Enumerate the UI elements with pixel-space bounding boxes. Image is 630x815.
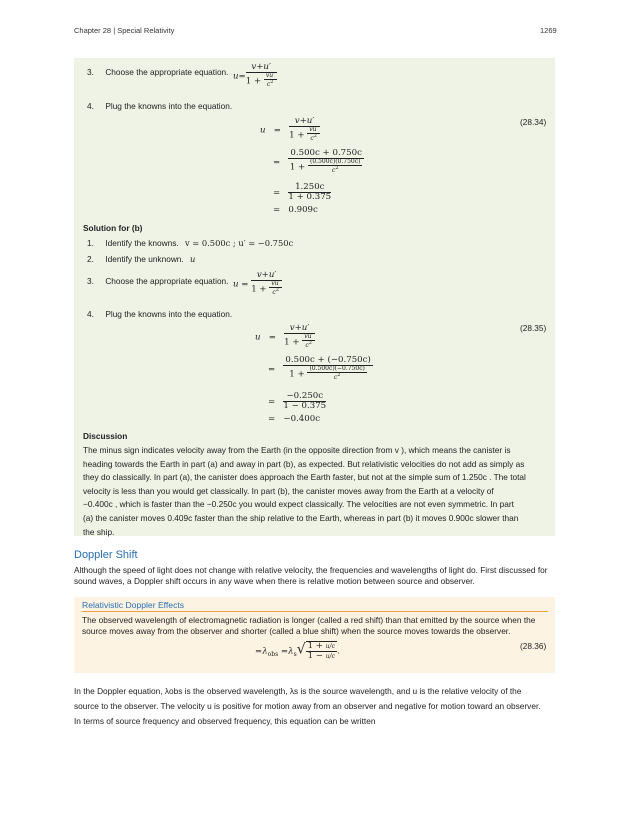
knowns-value: v = 0.500c ; u′ = −0.750c: [184, 238, 294, 248]
discussion-line: (a) the canister moves 0.409c faster than the ship relative to the Earth, whereas in part (b) it moves 0.900c slower than: [83, 512, 519, 523]
unknown-value: u: [190, 254, 196, 264]
equation-number: (28.36): [520, 641, 547, 651]
step-label: Identify the unknown.: [105, 254, 184, 264]
step-number: 3.: [87, 276, 94, 286]
velocity-addition-formula-a: u= v+u′ 1 + $\frac{vu'}{c^2}$: [233, 62, 275, 89]
step-number: 3.: [87, 67, 94, 77]
step-label: Choose the appropriate equation.: [105, 276, 229, 286]
equation-number: (28.35): [520, 323, 547, 333]
equation-a-line2: = 0.500c + 0.750c 1 + $\frac{(0.500c)(0.750c)}{c^2}$: [273, 148, 362, 175]
equation-a-line3: = $\frac{1.250c}{1 + 0.375}$: [273, 182, 332, 203]
equation-number: (28.34): [520, 117, 547, 127]
doppler-intro: [74, 565, 559, 587]
result-value: −0.400c: [283, 414, 321, 424]
step-b4: [87, 309, 232, 319]
denominator: 1 − 0.375: [283, 401, 327, 412]
page-number: 1269: [540, 26, 557, 35]
box-text-line: The observed wavelength of electromagnetic radiation is longer (called a red shift) than that emitted by the source when the: [82, 615, 536, 625]
equation-b-line1: u = v+u′ 1 + $\frac{vu'}{c^2}$: [255, 323, 313, 350]
step-b3: [87, 276, 228, 286]
equation-b-line2: = 0.500c + (−0.750c) 1 + $\frac{(0.500c)(-0.750c)}{c^2}$: [268, 355, 371, 382]
step-number: 2.: [87, 254, 94, 264]
inner-numerator: (0.500c)(0.750c): [310, 158, 361, 166]
discussion-line: they do classically. In part (a), the canister does approach the Earth faster, but not at the simple sum of 1.250c . The total: [83, 472, 526, 483]
explanation-line: source to the observer. The velocity u is positive for motion away from an observer and negative for motion toward an observer.: [74, 701, 541, 711]
step-b1: [87, 238, 293, 248]
intro-line: Although the speed of light does not change with relative velocity, the frequencies and wavelengths of light do. First discussed for: [74, 565, 548, 575]
solution-b-title: Solution for (b): [83, 223, 143, 233]
step-label: Plug the knowns into the equation.: [105, 101, 233, 111]
equation-b-line3: = $\frac{-0.250c}{1 - 0.375}$: [268, 391, 327, 412]
discussion-line: velocity is less than you would get classically. In part (b), the canister moves away from the Earth at a velocity of: [83, 485, 494, 496]
doppler-equation: $=\lambda_{obs} =\lambda_s√$ $\frac{1 + u/c}{1 - u/c}$ .: [255, 641, 340, 662]
running-header-chapter: Chapter 28 | Special Relativity: [74, 26, 175, 35]
section-title-doppler-shift: Doppler Shift: [74, 549, 138, 561]
step-a3: [87, 67, 228, 77]
explanation-line: In the Doppler equation, λobs is the observed wavelength, λs is the source wavelength, and u is the relative velocity of the: [74, 686, 522, 696]
discussion-line: −0.400c , which is faster than the −0.250c you would expect classically. The velocities are not even symmetric. In part: [83, 499, 514, 510]
step-number: 4.: [87, 101, 94, 111]
box-title-rule: [82, 611, 548, 612]
box-title: Relativistic Doppler Effects: [82, 600, 185, 610]
step-number: 4.: [87, 309, 94, 319]
equation-b-result: = −0.400c: [268, 414, 321, 424]
numerator: 1.250c: [288, 183, 331, 193]
step-number: 1.: [87, 238, 94, 248]
box-text: [82, 615, 550, 637]
equation-a-result: = 0.909c: [273, 205, 318, 215]
discussion-title: Discussion: [83, 431, 128, 441]
step-a4: [87, 101, 232, 111]
equation-a-line1: u = v+u′ 1 + $\frac{vu'}{c^2}$: [260, 116, 318, 143]
numerator: 0.500c + 0.750c: [290, 148, 362, 158]
denominator: 1 + 0.375: [288, 192, 332, 203]
discussion-text: [83, 444, 548, 539]
intro-line: sound waves, a Doppler shift occurs in any wave when there is relative motion between source and observer.: [74, 576, 475, 586]
discussion-line: the ship.: [83, 526, 115, 537]
numerator: 0.500c + (−0.750c): [285, 355, 371, 365]
step-label: Identify the knowns.: [105, 238, 179, 248]
inner-numerator: (0.500c)(−0.750c): [309, 365, 365, 373]
step-label: Plug the knowns into the equation.: [105, 309, 233, 319]
velocity-addition-formula-b: u = v+u′ 1 + $\frac{vu'}{c^2}$: [233, 270, 280, 297]
box-text-line: source moves away from the observer and shorter (called a blue shift) when the source moves towards the observer.: [82, 626, 511, 636]
explanation-line: In terms of source frequency and observed frequency, this equation can be written: [74, 716, 376, 726]
result-value: 0.909c: [288, 205, 318, 215]
discussion-line: heading towards the Earth in part (a) and away in part (b), as expected. But relativistic velocities do not add as simply as: [83, 458, 525, 469]
discussion-line: The minus sign indicates velocity away from the Earth (in the opposite direction from v ), which means the canister is: [83, 445, 511, 455]
step-b2: [87, 254, 195, 264]
numerator: −0.250c: [283, 392, 326, 402]
doppler-explanation: [74, 684, 559, 729]
step-label: Choose the appropriate equation.: [105, 67, 229, 77]
